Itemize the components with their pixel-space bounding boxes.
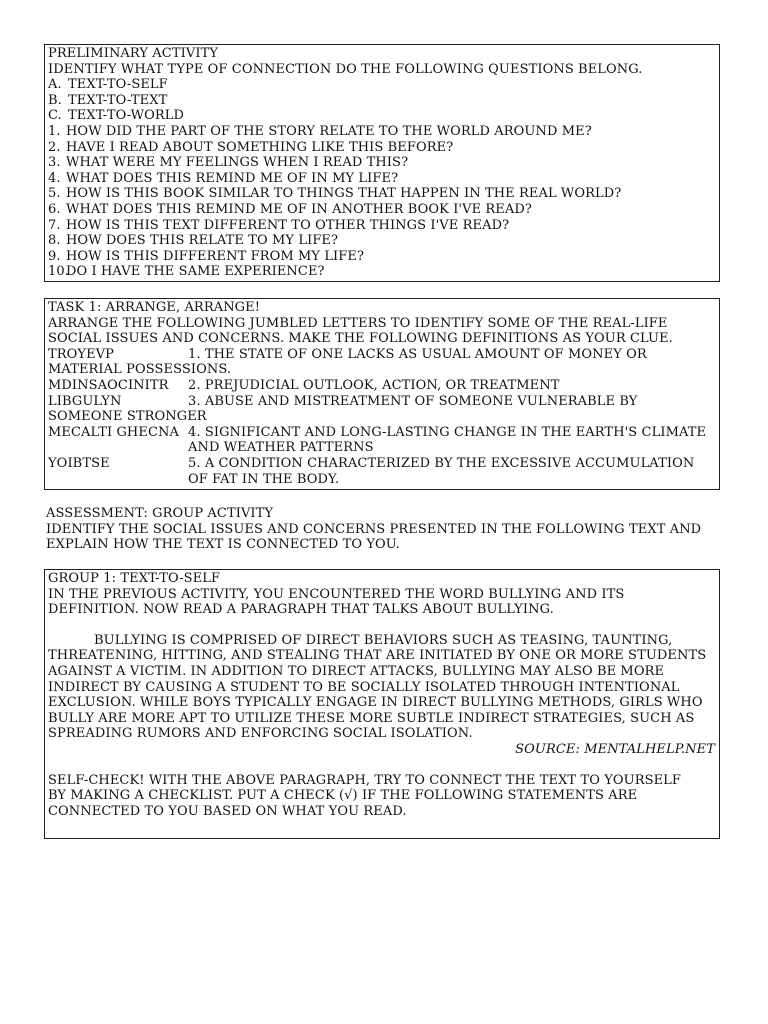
jumble-item [48, 378, 716, 394]
preliminary-title: PRELIMINARY ACTIVITY [48, 46, 219, 61]
task1-box [44, 298, 720, 490]
question-text: DO I HAVE THE SAME EXPERIENCE? [66, 264, 325, 280]
question-number: 9. [48, 248, 61, 264]
bullying-paragraph-line: INDIRECT BY CAUSING A STUDENT TO BE SOCIALLY ISOLATED THROUGH INTENTIONAL [48, 679, 680, 695]
jumbled-word: MECALTI GHECNA [48, 424, 179, 440]
question-text: HOW DOES THIS RELATE TO MY LIFE? [66, 233, 339, 249]
preliminary-instruction: IDENTIFY WHAT TYPE OF CONNECTION DO THE FOLLOWING QUESTIONS BELONG. [48, 61, 643, 77]
preliminary-activity-box [44, 44, 720, 282]
assessment-instruction: IDENTIFY THE SOCIAL ISSUES AND CONCERNS PRESENTED IN THE FOLLOWING TEXT AND [46, 521, 702, 537]
option-item [48, 77, 716, 93]
jumbled-word: YOIBTSE [48, 455, 110, 471]
question-number: 10. [48, 264, 69, 280]
question-number: 6. [48, 201, 61, 217]
bullying-paragraph-line: THREATENING, HITTING, AND STEALING THAT ARE INITIATED BY ONE OR MORE STUDENTS [48, 648, 707, 664]
option-marker: C. [48, 108, 62, 124]
option-marker: A. [48, 77, 62, 93]
question-item [48, 140, 716, 156]
jumble-item [48, 394, 716, 410]
question-text: HAVE I READ ABOUT SOMETHING LIKE THIS BEFORE? [66, 139, 454, 155]
task1-instruction: ARRANGE THE FOLLOWING JUMBLED LETTERS TO IDENTIFY SOME OF THE REAL-LIFE [48, 315, 668, 331]
option-item [48, 93, 716, 109]
self-check-line: BY MAKING A CHECKLIST. PUT A CHECK (√) IF THE FOLLOWING STATEMENTS ARE [48, 788, 638, 804]
bullying-paragraph-line: BULLY ARE MORE APT TO UTILIZE THESE MORE SUBTLE INDIRECT STRATEGIES, SUCH AS [48, 710, 695, 726]
question-number: 3. [48, 155, 61, 171]
bullying-paragraph-line: SPREADING RUMORS AND ENFORCING SOCIAL ISOLATION. [48, 726, 473, 742]
question-item [48, 218, 716, 234]
group1-intro: IN THE PREVIOUS ACTIVITY, YOU ENCOUNTERED THE WORD BULLYING AND ITS [48, 586, 625, 602]
jumble-item [48, 347, 716, 363]
question-text: WHAT DOES THIS REMIND ME OF IN MY LIFE? [66, 170, 399, 186]
option-text: TEXT-TO-WORLD [68, 108, 184, 124]
question-number: 2. [48, 139, 61, 155]
spacer [48, 618, 716, 633]
question-item [48, 155, 716, 171]
spacer [48, 758, 716, 773]
question-text: HOW IS THIS BOOK SIMILAR TO THINGS THAT HAPPEN IN THE REAL WORLD? [66, 186, 622, 202]
jumble-clue-wrap: MATERIAL POSSESSIONS. [48, 362, 232, 378]
self-check-line: SELF-CHECK! WITH THE ABOVE PARAGRAPH, TRY TO CONNECT THE TEXT TO YOURSELF [48, 772, 682, 788]
option-item [48, 108, 716, 124]
source-citation: SOURCE: MENTALHELP.NET [515, 741, 715, 757]
assessment-title: ASSESSMENT: GROUP ACTIVITY [46, 506, 274, 521]
jumbled-word: MDINSAOCINITR [48, 377, 169, 393]
group1-intro: DEFINITION. NOW READ A PARAGRAPH THAT TALKS ABOUT BULLYING. [48, 602, 554, 618]
question-number: 8. [48, 233, 61, 249]
self-check-line: CONNECTED TO YOU BASED ON WHAT YOU READ. [48, 803, 407, 819]
question-text: HOW IS THIS TEXT DIFFERENT TO OTHER THINGS I'VE READ? [66, 217, 510, 233]
jumble-clue-wrap: OF FAT IN THE BODY. [188, 471, 340, 487]
question-number: 7. [48, 217, 61, 233]
bullying-paragraph-line: AGAINST A VICTIM. IN ADDITION TO DIRECT ATTACKS, BULLYING MAY ALSO BE MORE [48, 663, 665, 679]
assessment-instruction: EXPLAIN HOW THE TEXT IS CONNECTED TO YOU. [46, 537, 400, 553]
jumbled-word: LIBGULYN [48, 393, 122, 409]
jumble-clue: 5. A CONDITION CHARACTERIZED BY THE EXCESSIVE ACCUMULATION [188, 455, 695, 471]
question-item [48, 202, 716, 218]
question-number: 5. [48, 186, 61, 202]
jumble-clue: 1. THE STATE OF ONE LACKS AS USUAL AMOUNT OF MONEY OR [188, 346, 647, 362]
option-marker: B. [48, 92, 62, 108]
option-text: TEXT-TO-TEXT [68, 92, 168, 108]
option-text: TEXT-TO-SELF [68, 77, 168, 93]
question-item [48, 264, 716, 280]
question-number: 1. [48, 123, 61, 139]
question-text: HOW DID THE PART OF THE STORY RELATE TO THE WORLD AROUND ME? [66, 123, 592, 139]
question-item [48, 249, 716, 265]
question-number: 4. [48, 170, 61, 186]
assessment-section [46, 506, 722, 553]
jumble-item [48, 425, 716, 441]
question-item [48, 124, 716, 140]
jumble-clue: 2. PREJUDICIAL OUTLOOK, ACTION, OR TREATMENT [188, 377, 560, 393]
question-item [48, 171, 716, 187]
jumble-clue-wrap: AND WEATHER PATTERNS [188, 440, 374, 456]
jumble-clue: 4. SIGNIFICANT AND LONG-LASTING CHANGE IN THE EARTH'S CLIMATE [188, 424, 707, 440]
question-text: WHAT WERE MY FEELINGS WHEN I READ THIS? [66, 155, 409, 171]
task1-title: TASK 1: ARRANGE, ARRANGE! [48, 300, 261, 315]
bullying-paragraph-line: EXCLUSION. WHILE BOYS TYPICALLY ENGAGE IN DIRECT BULLYING METHODS, GIRLS WHO [48, 695, 703, 711]
question-item [48, 186, 716, 202]
group1-title: GROUP 1: TEXT-TO-SELF [48, 571, 221, 586]
jumbled-word: TROYEVP [48, 346, 115, 362]
jumble-clue-wrap: SOMEONE STRONGER [48, 409, 207, 425]
group1-box [44, 569, 720, 839]
bullying-paragraph-line: BULLYING IS COMPRISED OF DIRECT BEHAVIORS SUCH AS TEASING, TAUNTING, [94, 632, 673, 648]
jumble-clue: 3. ABUSE AND MISTREATMENT OF SOMEONE VULNERABLE BY [188, 393, 638, 409]
question-item [48, 233, 716, 249]
question-text: HOW IS THIS DIFFERENT FROM MY LIFE? [66, 248, 365, 264]
task1-instruction: SOCIAL ISSUES AND CONCERNS. MAKE THE FOLLOWING DEFINITIONS AS YOUR CLUE. [48, 331, 673, 347]
jumble-item [48, 456, 716, 472]
question-text: WHAT DOES THIS REMIND ME OF IN ANOTHER BOOK I'VE READ? [66, 201, 532, 217]
